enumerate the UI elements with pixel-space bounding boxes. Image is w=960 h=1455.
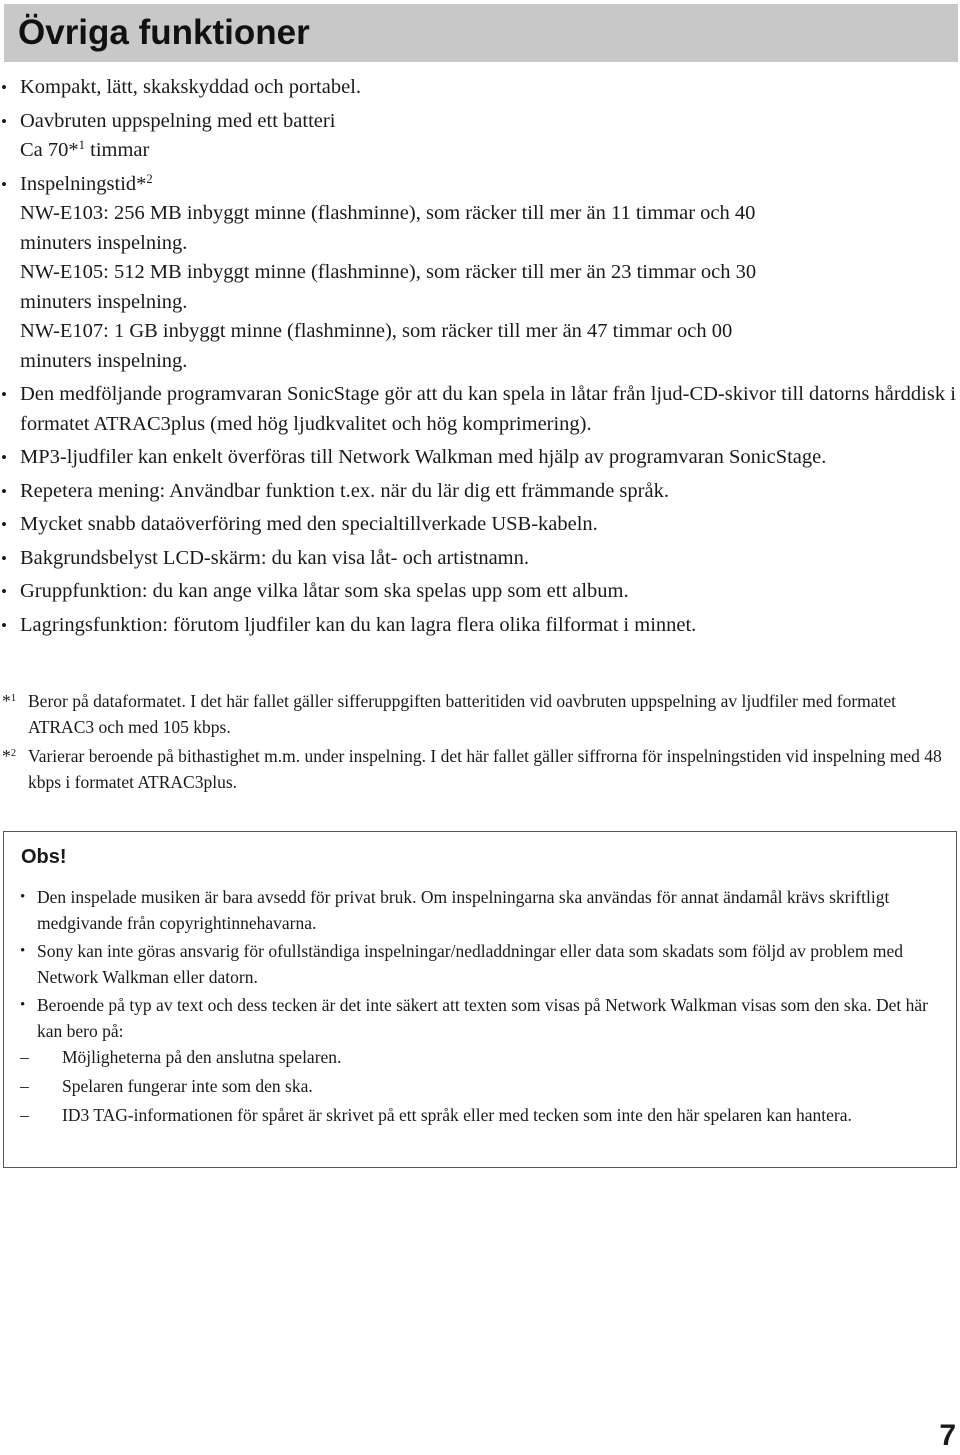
footnote-text: Varierar beroende på bithastighet m.m. under inspelning. I det här fallet gäller siffrorna för inspelningstiden vid inspelning med 48 kbps i formatet ATRAC3plus. [28,746,942,792]
bullet-icon: • [1,174,7,194]
feature-text: Kompakt, lätt, skakskyddad och portabel. [20,76,362,98]
feature-text: MP3-ljudfiler kan enkelt överföras till Network Walkman med hjälp av programvaran SonicStage. [20,446,827,468]
list-item [0,510,960,540]
model-e103-line: minuters inspelning. [20,231,188,254]
list-item [0,73,960,103]
model-e103-line: NW-E103: 256 MB inbyggt minne (flashminne), som räcker till mer än 11 timmar och 40 [20,202,756,224]
dash-icon: – [20,1105,29,1125]
dash-icon: – [20,1076,29,1096]
feature-text: Lagringsfunktion: förutom ljudfiler kan du kan lagra flera olika filformat i minnet. [20,613,697,636]
sub-list-item [20,1102,950,1128]
footnote-ref: 1 [78,138,86,153]
list-item [20,938,950,990]
feature-text: Mycket snabb dataöverföring med den specialtillverkade USB-kabeln. [20,513,598,535]
list-item [0,544,960,574]
note-text: Den inspelade musiken är bara avsedd för privat bruk. Om inspelningarna ska användas för annat ändamål krävs skriftligt medgivande från copyrightinnehavarna. [37,887,890,933]
model-e105-line: NW-E105: 512 MB inbyggt minne (flashminne), som räcker till mer än 23 timmar och 30 [20,261,757,283]
bullet-icon: • [1,78,7,97]
bullet-icon: • [1,615,7,635]
sub-list-item [20,1044,950,1070]
bullet-icon: • [1,515,7,534]
model-e107-line: NW-E107: 1 GB inbyggt minne (flashminne), som räcker till mer än 47 timmar och 00 [20,320,733,342]
list-item [0,477,960,507]
list-item [0,577,960,607]
footnote-marker: *$^2$ [2,746,17,766]
feature-text: Gruppfunktion: du kan ange vilka låtar som ska spelas upp som ett album. [20,580,629,602]
feature-text: Oavbruten uppspelning med ett batteri [20,109,336,132]
footnote-ref: 2 [146,171,153,186]
note-text: Sony kan inte göras ansvarig för ofullständiga inspelningar/nedladdningar eller data som skadats som följd av problem med Network Walkman eller datorn. [37,941,904,987]
list-item [20,992,950,1128]
sub-note-text: Möjligheterna på den anslutna spelaren. [62,1047,342,1067]
bullet-icon: • [1,582,7,601]
feature-text: Repetera mening: Användbar funktion t.ex. när du lär dig ett främmande språk. [20,479,669,502]
note-sublist [20,1044,950,1128]
bullet-icon: • [1,481,7,501]
footnote-1 [0,688,960,740]
note-box [3,831,957,1168]
list-item [0,443,960,473]
model-e107-line: minuters inspelning. [20,349,188,372]
feature-text: Bakgrundsbelyst LCD-skärm: du kan visa låt- och artistnamn. [20,546,529,569]
page-number: 7 [939,1419,956,1452]
note-title: Obs! [21,846,67,868]
note-list [20,884,950,1131]
dash-icon: – [20,1047,29,1067]
feature-text: Den medföljande programvaran SonicStage gör att du kan spela in låtar från ljud-CD-skivor till datorns hårddisk i formatet ATRAC3plus (med hög ljudkvalitet och hög komprimering). [20,383,956,435]
sub-list-item [20,1073,950,1099]
bullet-icon: • [1,111,7,131]
bullet-icon: • [1,548,7,568]
bullet-icon: • [20,943,26,959]
list-item [0,611,960,641]
section-header [4,4,958,62]
bullet-icon: • [20,997,26,1013]
list-item [20,884,950,936]
sub-note-text: Spelaren fungerar inte som den ska. [62,1076,313,1096]
list-item [0,380,960,439]
bullet-icon: • [1,385,7,404]
footnote-text: Beror på dataformatet. I det här fallet gäller sifferuppgiften batteritiden vid oavbruten uppspelning av ljudfiler med formatet ATRAC3 och med 105 kbps. [28,691,897,737]
list-item [0,107,960,166]
bullet-icon: • [1,448,7,467]
footnote-marker: *$^1$ [2,691,17,711]
feature-title: Inspelningstid*$^2$ [20,171,153,195]
footnotes [0,688,960,798]
bullet-icon: • [20,889,26,905]
list-item [0,170,960,377]
model-e105-line: minuters inspelning. [20,290,188,313]
page-title: Övriga funktioner [18,13,310,52]
note-text: Beroende på typ av text och dess tecken är det inte säkert att texten som visas på Network Walkman visas som den ska. Det här kan bero på: [37,995,928,1041]
battery-hours: Ca 70*$^1$ timmar [20,138,150,161]
footnote-2 [0,743,960,795]
feature-list [0,73,960,644]
sub-note-text: ID3 TAG-informationen för spåret är skrivet på ett språk eller med tecken som inte den här spelaren kan hantera. [62,1105,852,1125]
